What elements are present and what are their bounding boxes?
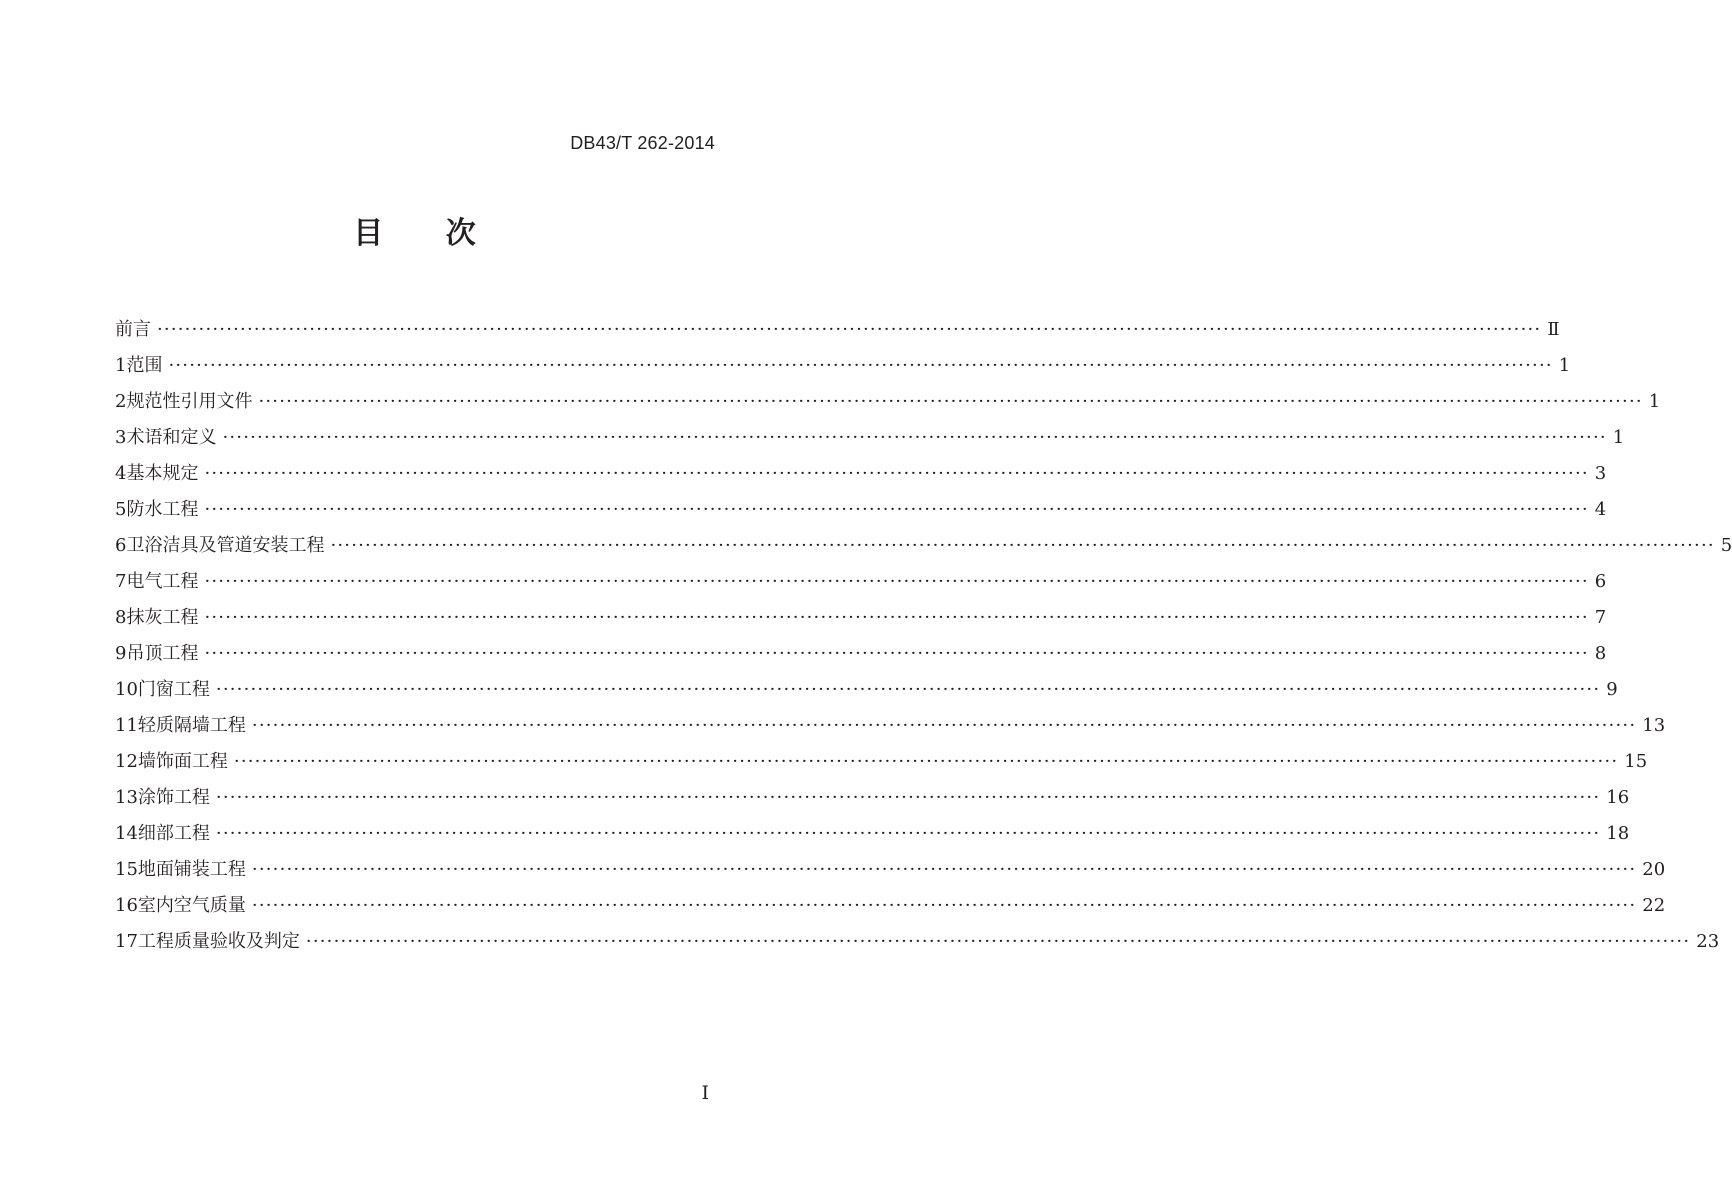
toc-dot-leader: ········································································································································································································: [251, 715, 1637, 736]
page-number: I: [701, 1082, 709, 1104]
toc-entry-page: 23: [1696, 931, 1720, 952]
toc-entry-label: 地面铺装工程: [137, 859, 246, 880]
toc-dot-leader: ········································································································································································································: [233, 751, 1619, 772]
toc-entry-number: 13: [115, 787, 138, 808]
toc-entry-number: 2: [115, 391, 127, 412]
toc-entry-label: 卫浴洁具及管道安装工程: [126, 535, 325, 556]
toc-dot-leader: ········································································································································································································: [204, 607, 1589, 628]
toc-entry-label: 防水工程: [126, 499, 199, 520]
toc-dot-leader: ········································································································································································································: [168, 355, 1553, 376]
toc-entry[interactable]: [115, 708, 1666, 744]
toc-dot-leader: ········································································································································································································: [204, 499, 1589, 520]
toc-dot-leader: ········································································································································································································: [251, 859, 1637, 880]
toc-entry-label: 规范性引用文件: [126, 391, 253, 412]
toc-dot-leader: ········································································································································································································: [215, 787, 1601, 808]
toc-entry-label: 门窗工程: [137, 679, 210, 700]
toc-dot-leader: ········································································································································································································: [258, 391, 1643, 412]
toc-entry-page: 8: [1594, 643, 1607, 664]
toc-entry-page: 15: [1624, 751, 1648, 772]
toc-entry-number: 1: [115, 355, 127, 376]
table-of-contents: [115, 312, 1732, 960]
toc-dot-leader: ········································································································································································································: [222, 427, 1607, 448]
toc-entry-number: 9: [115, 643, 127, 664]
toc-entry-label: 涂饰工程: [137, 787, 210, 808]
toc-dot-leader: ········································································································································································································: [305, 931, 1691, 952]
toc-entry[interactable]: [115, 744, 1648, 780]
toc-entry-page: 22: [1642, 895, 1666, 916]
toc-entry[interactable]: [115, 816, 1630, 852]
toc-entry-label: 墙饰面工程: [137, 751, 228, 772]
toc-entry-page: 6: [1594, 571, 1607, 592]
toc-entry[interactable]: [115, 924, 1720, 960]
document-code: DB43/T 262-2014: [570, 133, 715, 153]
toc-entry[interactable]: [115, 888, 1666, 924]
toc-entry-label: 术语和定义: [126, 427, 217, 448]
toc-entry-number: 16: [115, 895, 138, 916]
toc-entry-number: 6: [115, 535, 127, 556]
toc-entry-page: 7: [1594, 607, 1607, 628]
toc-entry-label: 室内空气质量: [137, 895, 246, 916]
toc-entry-page: 20: [1642, 859, 1666, 880]
toc-dot-leader: ········································································································································································································: [251, 895, 1637, 916]
toc-entry-label: 范围: [126, 355, 163, 376]
toc-entry-page: 4: [1594, 499, 1607, 520]
toc-entry[interactable]: [115, 420, 1625, 456]
toc-entry-number: 5: [115, 499, 127, 520]
toc-entry[interactable]: [115, 384, 1661, 420]
toc-entry-number: 7: [115, 571, 127, 592]
toc-entry[interactable]: [115, 348, 1571, 384]
toc-entry[interactable]: [115, 780, 1630, 816]
toc-entry-number: 4: [115, 463, 127, 484]
toc-entry-number: 11: [115, 715, 138, 736]
toc-dot-leader: ········································································································································································································: [204, 571, 1589, 592]
toc-entry-number: 17: [115, 931, 138, 952]
toc-entry-number: 10: [115, 679, 138, 700]
toc-dot-leader: ········································································································································································································: [204, 463, 1589, 484]
toc-entry-label: 轻质隔墙工程: [137, 715, 246, 736]
toc-entry-page: 16: [1606, 787, 1630, 808]
toc-entry-page: 3: [1594, 463, 1607, 484]
toc-entry-number: 3: [115, 427, 127, 448]
toc-entry-number: 14: [115, 823, 138, 844]
toc-entry-number: 15: [115, 859, 138, 880]
toc-entry-label: 电气工程: [126, 571, 199, 592]
toc-entry-label: 前言: [115, 319, 151, 340]
toc-entry-label: 抹灰工程: [126, 607, 199, 628]
toc-entry[interactable]: [115, 492, 1607, 528]
toc-dot-leader: ········································································································································································································: [204, 643, 1589, 664]
toc-entry[interactable]: [115, 636, 1607, 672]
toc-dot-leader: ········································································································································································································: [157, 319, 1542, 340]
toc-entry-page: 5: [1720, 535, 1732, 556]
toc-entry-page: 13: [1642, 715, 1666, 736]
toc-dot-leader: ········································································································································································································: [215, 679, 1601, 700]
toc-entry[interactable]: [115, 312, 1560, 348]
toc-entry-number: 12: [115, 751, 138, 772]
toc-entry-page: 1: [1612, 427, 1625, 448]
toc-entry-label: 吊顶工程: [126, 643, 199, 664]
page-title: 目 次: [353, 216, 502, 251]
toc-dot-leader: ········································································································································································································: [215, 823, 1601, 844]
toc-entry-page: 9: [1606, 679, 1618, 700]
toc-entry[interactable]: [115, 852, 1666, 888]
toc-entry[interactable]: [115, 672, 1618, 708]
toc-entry-page: 1: [1558, 355, 1571, 376]
toc-entry[interactable]: [115, 564, 1607, 600]
toc-entry-label: 基本规定: [126, 463, 199, 484]
toc-entry-label: 工程质量验收及判定: [137, 931, 300, 952]
toc-entry[interactable]: [115, 600, 1607, 636]
toc-entry-page: 1: [1648, 391, 1661, 412]
toc-entry-label: 细部工程: [137, 823, 210, 844]
toc-entry[interactable]: [115, 528, 1732, 564]
toc-entry-number: 8: [115, 607, 127, 628]
toc-dot-leader: ········································································································································································································: [330, 535, 1715, 556]
toc-entry-page: 18: [1606, 823, 1630, 844]
toc-entry-page: Ⅱ: [1547, 319, 1560, 340]
toc-entry[interactable]: [115, 456, 1607, 492]
